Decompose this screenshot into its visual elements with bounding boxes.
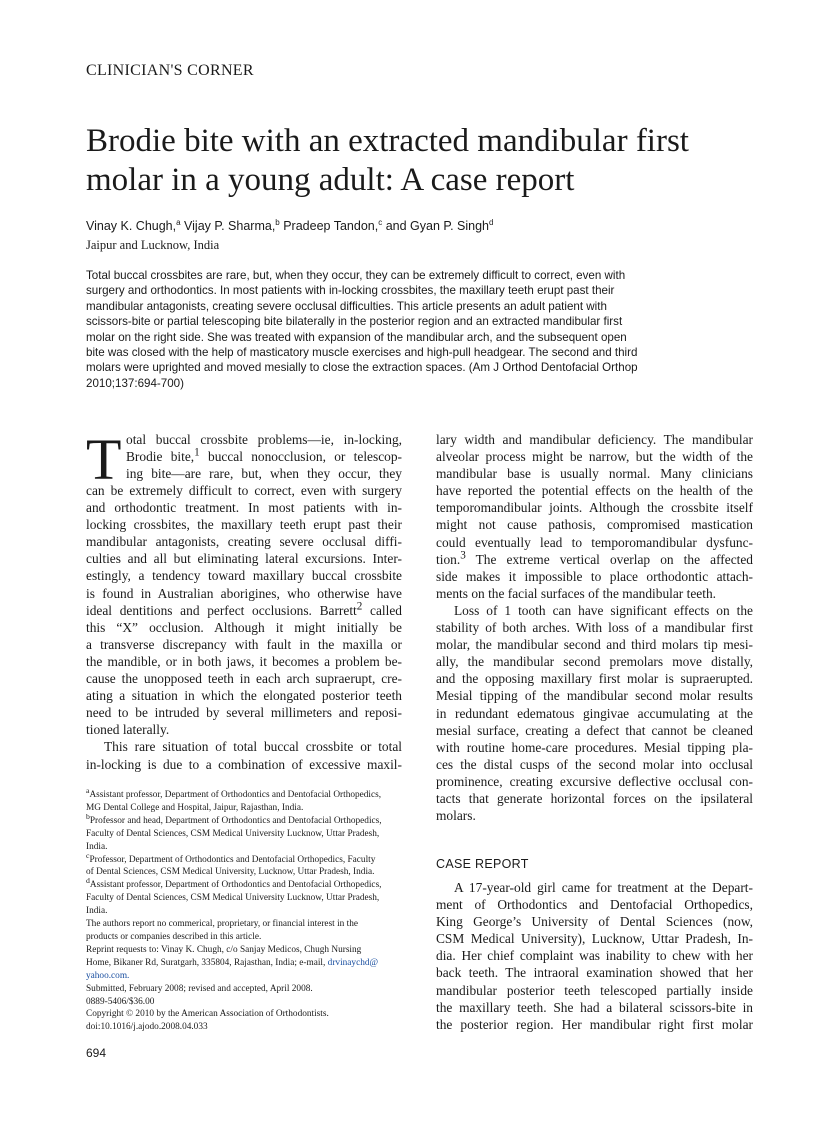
- footnote-line: of Dental Sciences, CSM Medical University, Lucknow, Uttar Pradesh, India.: [86, 867, 375, 878]
- text-line: and the opposing maxillary first molar is supraerupted.: [436, 671, 753, 687]
- footnote-line: Submitted, February 2008; revised and accepted, April 2008.: [86, 983, 313, 994]
- text-line: can be extremely difficult to correct, even with surgery: [86, 483, 402, 498]
- right-column-body: [436, 431, 753, 824]
- text-line: [86, 602, 402, 619]
- footnote-line: India.: [86, 906, 108, 917]
- text-run: called: [362, 602, 402, 618]
- affiliation-mark: c: [86, 850, 90, 860]
- text-line: locking crossbites, the maxillary teeth erupt past their: [86, 517, 402, 533]
- drop-cap: T: [86, 427, 122, 492]
- text-line: temporomandibular joints. Although the crossbite itself: [436, 500, 753, 516]
- left-column-intro: [126, 431, 402, 482]
- affiliation-mark: b: [86, 811, 90, 821]
- text-line: mandibular base is usually normal. Many clinicians: [436, 466, 753, 482]
- affiliation-mark: a: [176, 217, 181, 227]
- text-line: mesial surface, creating a defect that cannot be cleaned: [436, 722, 753, 738]
- text-line: mandibular posterior teeth telescoped partially inside: [436, 982, 753, 998]
- text-line: [436, 551, 753, 568]
- abstract-line: Total buccal crossbites are rare, but, when they occur, they can be extremely difficult to correct, even with: [86, 269, 626, 282]
- text-run: buccal nonocclusion, or telescop-: [199, 449, 402, 465]
- text-line: is found in Australian aborigines, who otherwise have: [86, 585, 402, 601]
- text-line: prominence, creating excursive deflective occlusal con-: [436, 773, 753, 789]
- author-name: Vijay P. Sharma,: [180, 219, 276, 233]
- text-line: in-locking is due to a combination of excessive maxil-: [86, 756, 402, 772]
- text-line: could eventually lead to temporomandibular dysfunc-: [436, 534, 753, 550]
- footnote-line: India.: [86, 841, 108, 852]
- text-line: tioned laterally.: [86, 722, 170, 738]
- article-title: [86, 122, 766, 200]
- text-line: otal buccal crossbite problems—ie, in-locking,: [126, 432, 402, 447]
- footnote-line: products or companies described in this article.: [86, 931, 262, 942]
- text-line: estingly, a tendency toward maxillary buccal crossbite: [86, 568, 402, 584]
- text-run: Professor, Department of Orthodontics and Dentofacial Orthopedics, Faculty: [89, 854, 376, 865]
- left-column-body: [86, 482, 402, 773]
- text-line: a transverse discrepancy with fault in the maxilla or: [86, 636, 402, 652]
- text-line: molar, the mandibular second and third molars tip mesi-: [436, 637, 753, 653]
- citation-mark: 1: [194, 446, 200, 459]
- text-line: the maxillary teeth. She had a bilateral scissors-bite in: [436, 999, 753, 1015]
- footnote-line: The authors report no commerical, proprietary, or financial interest in the: [86, 919, 359, 930]
- text-line: side makes it impossible to place orthodontic attach-: [436, 568, 753, 584]
- abstract-line: bite was closed with the help of masticatory muscle exercises and high-pull headgear. The second and third: [86, 346, 638, 360]
- text-line: This rare situation of total buccal crossbite or total: [104, 739, 402, 755]
- text-line: Mesial tipping of the mandibular second molar results: [436, 688, 753, 704]
- page-number: 694: [86, 1046, 107, 1060]
- email-link-continued[interactable]: yahoo.com.: [86, 970, 130, 981]
- text-line: alveolar process might be narrow, but the width of the: [436, 449, 753, 465]
- text-line: in redundant edematous gingivae accumulating at the: [436, 705, 753, 721]
- text-run: Assistant professor, Department of Orthodontics and Dentofacial Orthopedics,: [89, 880, 382, 891]
- footnote-line: [86, 850, 402, 867]
- title-line: molar in a young adult: A case report: [86, 162, 575, 198]
- text-line: ating a situation in which the elongated posterior teeth: [86, 688, 402, 704]
- text-line: this “X” occlusion. Although it might initially be: [86, 619, 402, 635]
- text-line: ment of Orthodontics and Dentofacial Orthopedics,: [436, 897, 753, 913]
- abstract-line: 2010;137:694-700): [86, 376, 184, 390]
- text-line: dia. Her chief complaint was inability to chew with her: [436, 948, 753, 964]
- email-link[interactable]: drvinaychd@: [327, 957, 379, 968]
- text-line: mandibular antagonists, creating severe occlusal diffi-: [86, 534, 402, 550]
- text-line: the mandible, or in both jaws, it becomes a problem be-: [86, 653, 402, 669]
- text-line: stability of both arches. With loss of a mandibular first: [436, 620, 753, 636]
- citation-mark: 3: [460, 549, 466, 562]
- text-line: tacts that generate horizontal forces on the ipsilateral: [436, 790, 753, 806]
- footnote-line: [86, 811, 402, 828]
- abstract: [86, 268, 706, 391]
- affiliation-mark: d: [489, 217, 494, 227]
- case-report-heading: CASE REPORT: [436, 857, 529, 871]
- abstract-line: mandibular antagonists, creating severe occlusal difficulties. This article presents an adult patient with: [86, 299, 607, 313]
- abstract-line: surgery and orthodontics. In most patients with in-locking crossbites, the maxillary teeth erupt past their: [86, 284, 615, 298]
- footnote-line: [86, 957, 402, 970]
- text-line: CSM Medical University), Lucknow, Uttar Pradesh, In-: [436, 931, 753, 947]
- text-line: A 17-year-old girl came for treatment at the Depart-: [454, 880, 753, 895]
- text-line: culties and all but eliminating lateral excursions. Inter-: [86, 551, 402, 567]
- author-location: Jaipur and Lucknow, India: [86, 238, 220, 252]
- affiliation-mark: a: [86, 785, 90, 795]
- text-line: King George’s University of Dental Sciences (now,: [436, 914, 753, 930]
- title-line: Brodie bite with an extracted mandibular first: [86, 123, 689, 159]
- text-run: Home, Bikaner Rd, Suratgarh, 335804, Rajasthan, India; e-mail,: [86, 957, 328, 968]
- author-name: Vinay K. Chugh,: [86, 219, 177, 233]
- text-line: lary width and mandibular deficiency. The mandibular: [436, 432, 753, 447]
- text-line: the posterior region. Her mandibular right first molar: [436, 1016, 753, 1032]
- text-line: molars.: [436, 808, 476, 824]
- text-run: Brodie bite,: [126, 449, 195, 465]
- footnote-line: [86, 970, 402, 983]
- citation-mark: 2: [356, 600, 363, 613]
- text-run: ideal dentitions and perfect occlusions. Barrett: [86, 602, 357, 618]
- abstract-line: molar on the right side. She was treated with expansion of the mandibular arch, and the subsequent open: [86, 330, 627, 344]
- text-line: might not cause pathosis, compromised mastication: [436, 517, 753, 533]
- text-run: Professor and head, Department of Orthodontics and Dentofacial Orthopedics,: [89, 815, 382, 826]
- footnotes: [86, 785, 402, 1034]
- text-line: [126, 448, 402, 465]
- abstract-line: scissors-bite or partial telescoping bite bilaterally in the posterior region and an extracted mandibular first: [86, 315, 623, 329]
- footnote-line: Reprint requests to: Vinay K. Chugh, c/o Sanjay Medicos, Chugh Nursing: [86, 944, 362, 955]
- text-line: back teeth. The intraoral examination showed that her: [436, 965, 753, 981]
- affiliation-mark: c: [378, 217, 383, 227]
- footnote-line: Faculty of Dental Sciences, CSM Medical University Lucknow, Uttar Pradesh,: [86, 828, 380, 839]
- author-name: Pradeep Tandon,: [279, 219, 379, 233]
- footnote-line: MG Dental College and Hospital, Jaipur, Rajasthan, India.: [86, 802, 304, 813]
- footnote-line: doi:10.1016/j.ajodo.2008.04.033: [86, 1022, 208, 1033]
- author-name: and Gyan P. Singh: [382, 219, 490, 233]
- affiliation-mark: b: [275, 217, 280, 227]
- text-run: tion.: [436, 551, 461, 567]
- text-run: Assistant professor, Department of Orthodontics and Dentofacial Orthopedics,: [89, 790, 382, 800]
- footnote-line: 0889-5406/$36.00: [86, 996, 155, 1007]
- text-line: ces the distal cusps of the second molar into occlusal: [436, 756, 753, 772]
- case-report-body: [436, 879, 753, 1033]
- text-line: Loss of 1 tooth can have significant effects on the: [454, 602, 753, 618]
- footnote-line: Faculty of Dental Sciences, CSM Medical University Lucknow, Uttar Pradesh,: [86, 893, 380, 904]
- footnote-line: Copyright © 2010 by the American Association of Orthodontists.: [86, 1009, 329, 1020]
- section-label: CLINICIAN'S CORNER: [86, 62, 254, 79]
- text-line: ments on the facial surfaces of the mandibular teeth.: [436, 585, 716, 601]
- abstract-line: molars were uprighted and moved mesially to close the extraction spaces. (Am J Orthod Dentofacial Orthop: [86, 361, 638, 375]
- text-line: ally, the mandibular second premolars move distally,: [436, 654, 753, 670]
- text-line: and orthodontic treatment. In most patients with in-: [86, 500, 402, 516]
- text-line: need to be intruded by several millimeters and reposi-: [86, 705, 402, 721]
- text-line: cause the unopposed teeth in each arch supraerupt, cre-: [86, 671, 402, 687]
- author-list: [86, 219, 493, 233]
- footnote-line: [86, 785, 402, 802]
- text-line: ing bite—are rare, but, when they occur, they: [126, 466, 402, 482]
- text-run: The extreme vertical overlap on the affected: [465, 551, 753, 567]
- footnote-line: [86, 876, 402, 892]
- text-line: with routine home-care procedures. Mesial tipping pla-: [436, 739, 753, 755]
- affiliation-mark: d: [86, 876, 90, 886]
- text-line: have reported the potential effects on the health of the: [436, 483, 753, 499]
